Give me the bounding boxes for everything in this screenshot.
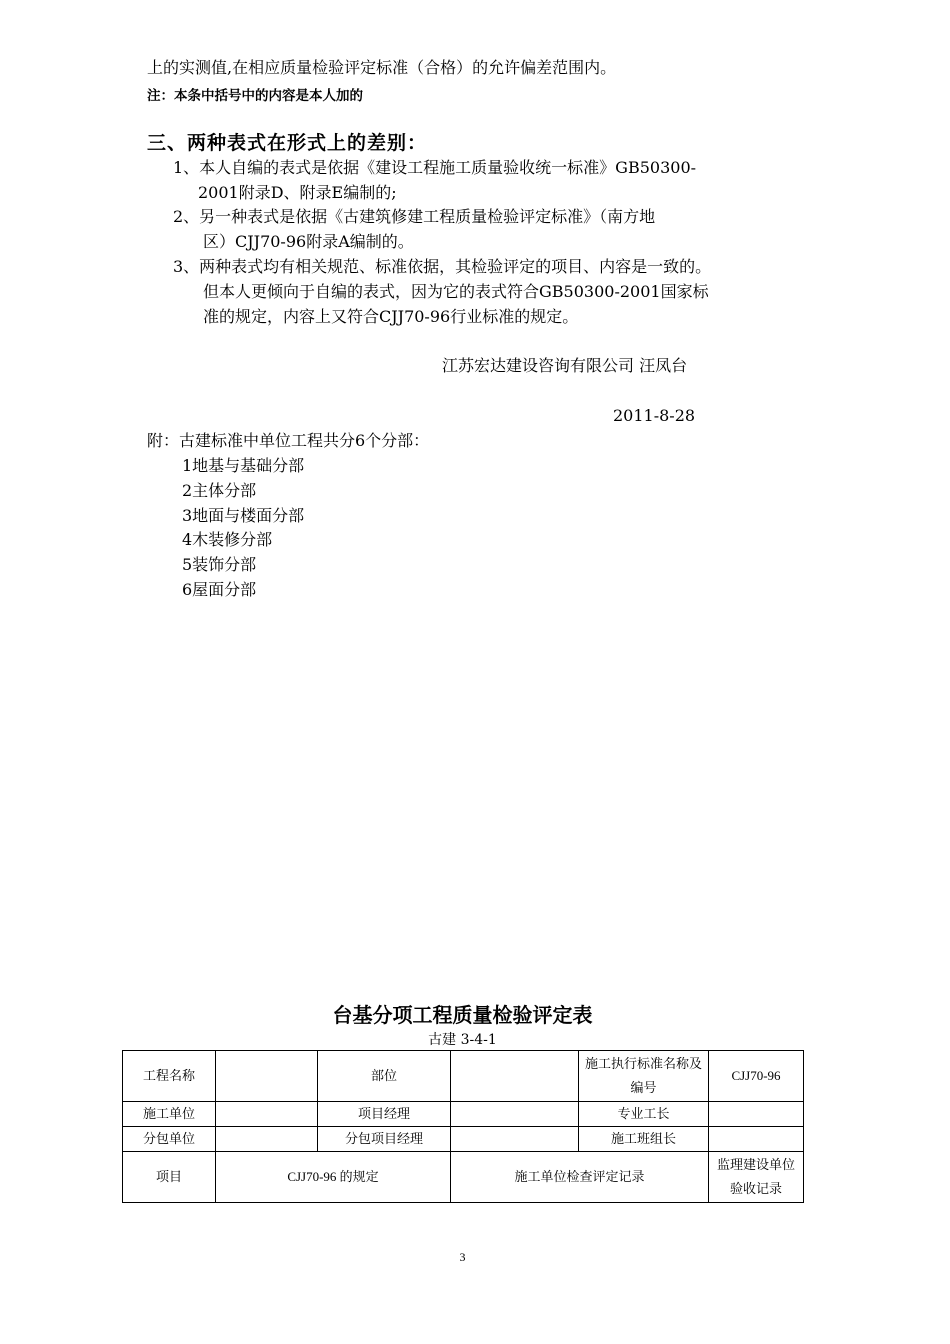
check-record-header: 施工单位检查评定记录 bbox=[451, 1152, 709, 1203]
appendix-item: 2主体分部 bbox=[182, 481, 257, 500]
form-title: 台基分项工程质量检验评定表 bbox=[332, 1003, 593, 1027]
appendix-item: 6屋面分部 bbox=[182, 580, 257, 599]
table-row bbox=[123, 1101, 804, 1126]
item2-line1: 2、另一种表式是依据《古建筑修建工程质量检验评定标准》（南方地 bbox=[173, 207, 656, 226]
part-label: 部位 bbox=[318, 1051, 451, 1102]
subcontractor-value bbox=[216, 1126, 318, 1151]
team-leader-label: 施工班组长 bbox=[579, 1126, 709, 1151]
team-leader-value bbox=[709, 1126, 804, 1151]
author-note: 注：本条中括号中的内容是本人加的 bbox=[147, 88, 363, 104]
page-number: 3 bbox=[459, 1250, 466, 1264]
section-heading: 三、两种表式在形式上的差别： bbox=[147, 132, 428, 154]
signature-author: 江苏宏达建设咨询有限公司 汪凤台 bbox=[442, 356, 688, 375]
project-name-label: 工程名称 bbox=[123, 1051, 216, 1102]
form-code: 古建 3-4-1 bbox=[428, 1032, 497, 1048]
table-row bbox=[123, 1152, 804, 1203]
sub-manager-label: 分包项目经理 bbox=[318, 1126, 451, 1151]
project-manager-label: 项目经理 bbox=[318, 1101, 451, 1126]
construction-unit-value bbox=[216, 1101, 318, 1126]
appendix-item: 4木装修分部 bbox=[182, 530, 273, 549]
item3-line2: 但本人更倾向于自编的表式，因为它的表式符合GB50300-2001国家标 bbox=[203, 282, 709, 301]
item2-line2: 区）CJJ70-96附录A编制的。 bbox=[203, 232, 414, 251]
appendix-item: 5装饰分部 bbox=[182, 555, 257, 574]
item-header: 项目 bbox=[123, 1152, 216, 1203]
item3-line1: 3、两种表式均有相关规范、标准依据，其检验评定的项目、内容是一致的。 bbox=[173, 257, 712, 276]
part-value bbox=[451, 1051, 579, 1102]
project-name-value bbox=[216, 1051, 318, 1102]
evaluation-form-table bbox=[122, 1050, 804, 1203]
project-manager-value bbox=[451, 1101, 579, 1126]
appendix-intro: 附：古建标准中单位工程共分6个分部： bbox=[147, 431, 430, 450]
rule-header: CJJ70-96 的规定 bbox=[216, 1152, 451, 1203]
acceptance-record-header: 监理建设单位验收记录 bbox=[709, 1152, 804, 1203]
item3-line3: 准的规定，内容上又符合CJJ70-96行业标准的规定。 bbox=[203, 307, 579, 326]
signature-date: 2011-8-28 bbox=[613, 406, 696, 425]
subcontractor-label: 分包单位 bbox=[123, 1126, 216, 1151]
foreman-value bbox=[709, 1101, 804, 1126]
standard-value: CJJ70-96 bbox=[709, 1051, 804, 1102]
standard-label: 施工执行标准名称及编号 bbox=[579, 1051, 709, 1102]
item1-line2: 2001附录D、附录E编制的; bbox=[198, 183, 397, 202]
appendix-item: 1地基与基础分部 bbox=[182, 456, 305, 475]
construction-unit-label: 施工单位 bbox=[123, 1101, 216, 1126]
body-text-line: 上的实测值,在相应质量检验评定标准（合格）的允许偏差范围内。 bbox=[147, 58, 617, 77]
table-row bbox=[123, 1051, 804, 1102]
foreman-label: 专业工长 bbox=[579, 1101, 709, 1126]
item1-line1: 1、本人自编的表式是依据《建设工程施工质量验收统一标准》GB50300- bbox=[173, 158, 697, 177]
sub-manager-value bbox=[451, 1126, 579, 1151]
table-row bbox=[123, 1126, 804, 1151]
appendix-item: 3地面与楼面分部 bbox=[182, 506, 305, 525]
